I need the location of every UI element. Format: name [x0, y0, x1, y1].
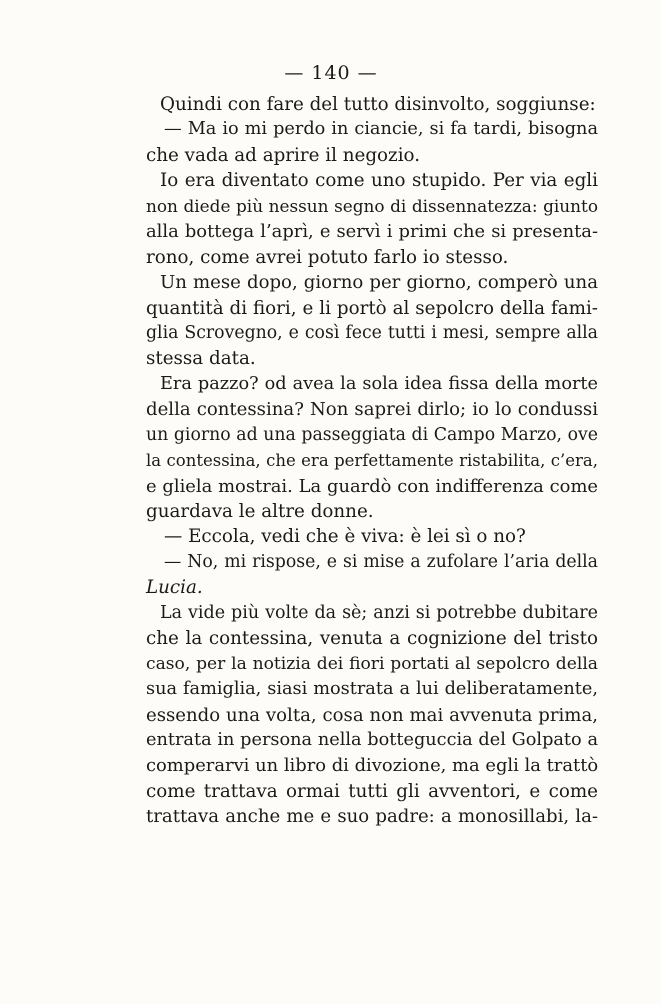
- text-line: sua famiglia, siasi mostrata a lui deliberatamente,: [146, 679, 598, 700]
- text-line: non diede più nessun segno di dissennatezza: giunto: [146, 195, 598, 216]
- text-line: Era pazzo? od avea la sola idea fissa della morte: [160, 373, 598, 394]
- text-line: — Ma io mi perdo in ciancie, si fa tardi, bisogna: [164, 119, 598, 140]
- page-number: — 140 —: [284, 62, 378, 84]
- text-line: che la contessina, venuta a cognizione del tristo: [146, 628, 598, 650]
- text-line: glia Scrovegno, e così fece tutti i mesi, sempre alla: [146, 322, 598, 343]
- text-line: — No, mi rispose, e si mise a zufolare l’aria della: [164, 551, 598, 572]
- text-line: rono, come avrei potuto farlo io stesso.: [146, 246, 509, 268]
- text-line: caso, per la notizia dei fiori portati al sepolcro della: [146, 653, 598, 674]
- text-line: essendo una volta, cosa non mai avvenuta prima,: [146, 704, 598, 726]
- text-line: quantità di fiori, e li portò al sepolcro della fami-: [146, 297, 598, 319]
- text-line: stessa data.: [146, 348, 256, 370]
- text-line: comperarvi un libro di divozione, ma egli la trattò: [146, 755, 599, 777]
- text-line: la contessina, che era perfettamente ristabilita, c’era,: [146, 451, 598, 471]
- text-line: entrata in persona nella botteguccia del Golpato a: [146, 729, 598, 750]
- text-line: un giorno ad una passeggiata di Campo Marzo, ove: [146, 424, 598, 445]
- text-line: guardava le altre donne.: [146, 501, 374, 522]
- text-line: e gliela mostrai. La guardò con indifferenza come: [146, 475, 598, 497]
- text-line: alla bottega l’aprì, e servì i primi che si presenta-: [146, 221, 598, 243]
- body-text: [146, 92, 598, 830]
- text-line: Un mese dopo, giorno per giorno, comperò una: [160, 272, 598, 294]
- text-line: come trattava ormai tutti gli avventori, e come: [146, 780, 598, 802]
- text-line: — Eccola, vedi che è viva: è lei sì o no?: [164, 526, 526, 548]
- text-line: La vide più volte da sè; anzi si potrebbe dubitare: [160, 602, 598, 623]
- text-line: della contessina? Non saprei dirlo; io lo condussi: [146, 399, 598, 421]
- text-line: che vada ad aprire il negozio.: [146, 144, 421, 166]
- text-line: trattava anche me e suo padre: a monosillabi, la-: [146, 806, 598, 828]
- text-line: Lucia.: [146, 577, 203, 599]
- text-line: Io era diventato come uno stupido. Per via egli: [160, 170, 598, 192]
- text-line: Quindi con fare del tutto disinvolto, soggiunse:: [160, 94, 596, 115]
